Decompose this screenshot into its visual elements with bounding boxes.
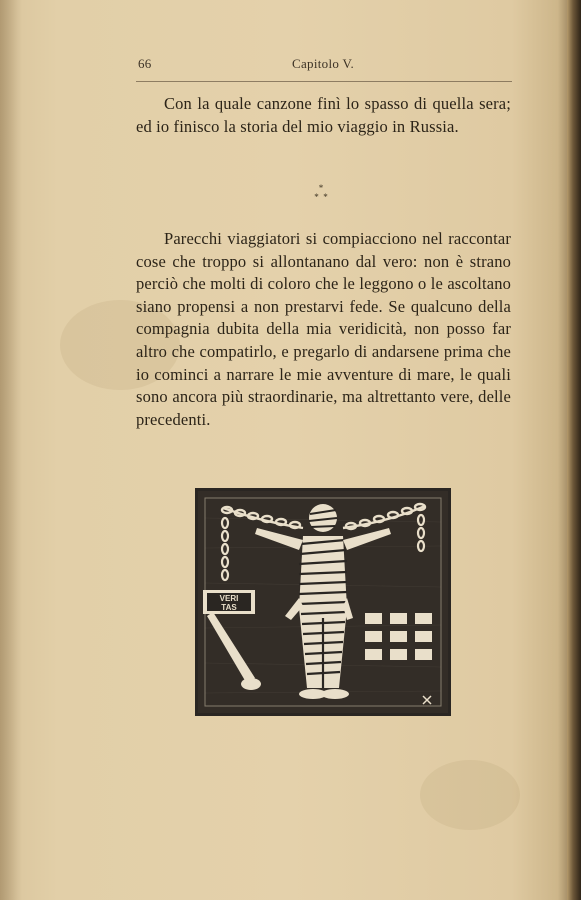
paragraph-text: Con la quale canzone finì lo spasso di quella sera; ed io finisco la storia del mio viaggio in Russia. — [136, 94, 511, 136]
page-edge — [567, 0, 581, 900]
paragraph-text: Parecchi viaggiatori si compiacciono nel raccontar cose che troppo si allontanano dal vero: non è strano perciò che molti di coloro che le leggono o le ascoltano siano propensi a non prestarvi fede. Se qualcuno della compagnia dubita della mia veridicità, non posso far altro che compatirlo, e pregarlo di andarsene prima che io cominci a narrare le mie avventure di mare, le quali sono ancora più straordinarie, ma altrettanto vere, delle precedenti. — [136, 229, 511, 429]
sign-text-line1: VERI — [219, 594, 239, 603]
woodcut-illustration — [195, 488, 451, 716]
page-number: 66 — [138, 56, 152, 71]
section-asterism: * * * — [314, 183, 328, 202]
sign-text-line2: TAS — [221, 603, 237, 612]
header-rule — [136, 81, 512, 82]
page-header — [136, 54, 512, 76]
paper-stain — [420, 760, 520, 830]
paragraph-2 — [136, 228, 511, 431]
window-grid — [365, 613, 432, 660]
paragraph-1 — [136, 93, 511, 138]
veritas-sign — [203, 590, 255, 614]
running-head: Capitolo V. — [292, 56, 355, 71]
